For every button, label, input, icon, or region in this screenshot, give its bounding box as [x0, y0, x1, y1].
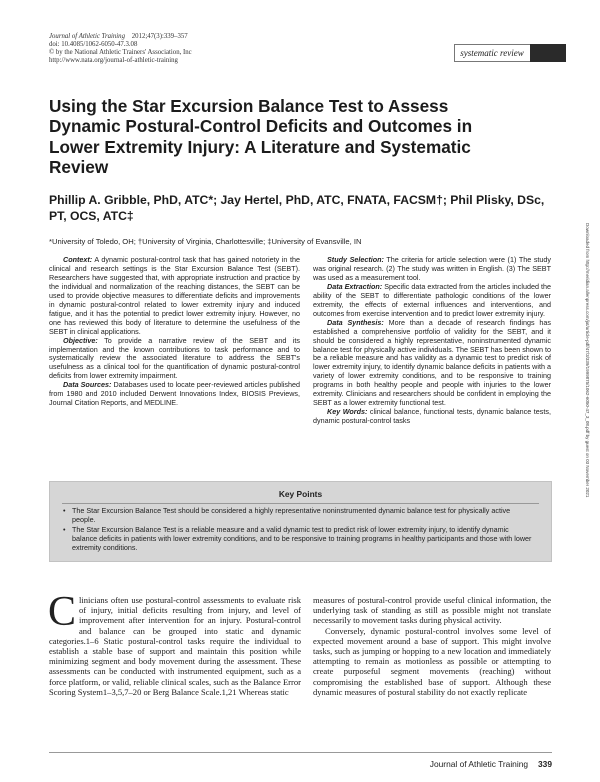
context-label: Context:	[63, 255, 93, 264]
keywords-label: Key Words:	[327, 407, 368, 417]
objective-text: To provide a narrative review of the SEBT and its implementation and the known contributions to task performance and to systematically review the associated literature to address the SEBT's usefulness as a clinical tool for the quantification of dynamic postural-control deficits from lower extremity impairment.	[49, 335, 300, 381]
sources-text: Databases used to locate peer-reviewed articles published from 1980 and 2010 included Derwent Innovations Index, BIOSIS Previews, Journal Citation Reports, and MEDLINE.	[49, 380, 301, 408]
journal-header-meta	[49, 33, 192, 65]
abstract-right-column	[313, 256, 551, 426]
body-left-column	[48, 589, 301, 697]
download-stamp-text: Downloaded from http://meridian.allenpress.com/jat/article-pdf/47/3/339/1999875/1062-6050-47_3_08.pdf by guest on 03 November 2021	[585, 223, 590, 498]
synthesis-label: Data Synthesis:	[327, 317, 384, 327]
key-point-item: • The Star Excursion Balance Test should be considered a highly representative noninstrumented dynamic balance test for physically active people.	[72, 507, 535, 525]
selection-text: The criteria for article selection were (1) The study was original research. (2) The study was written in English. (3) The SEBT was used as a measurement tool.	[313, 255, 551, 282]
extraction-label: Data Extraction:	[327, 281, 383, 291]
key-points-title: Key Points	[278, 489, 323, 499]
drop-cap: C	[48, 589, 77, 635]
abstract-extraction	[313, 283, 551, 319]
citation: 2012;47(3):339–357	[131, 33, 188, 40]
page-footer	[430, 759, 552, 769]
key-points-divider	[62, 503, 539, 504]
objective-label: Objective:	[63, 335, 98, 345]
journal-url[interactable]: http://www.nata.org/journal-of-athletic-training	[49, 57, 178, 64]
context-text: A dynamic postural-control task that has gained notoriety in the clinical and research settings is the Star Excursion Balance Test (SEBT). Researchers have suggested that, with appropriate instruction and practice by the individual and normalization of the reaching distances, the SEBT can be used to provide objective measures to differentiate deficits and improvements in dynamic postural-control related to lower extremity injury and induced fatigue, and it has the potential to predict lower extremity injury. However, no one has reviewed this body of literature to determine the usefulness of the SEBT in clinical applications.	[49, 255, 300, 336]
synthesis-text: More than a decade of research findings has established a comprehensive portfolio of validity for the SEBT, and it should be considered a highly representative, noninstrumented dynamic balance test for physically active individuals. The SEBT has been shown to be a reliable measure and has validity as a dynamic test to predict risk of lower extremity injury, to identify dynamic balance deficits in patients with a variety of lower extremity conditions, and to be responsive to training programs in both healthy people and people with injuries to the lower extremity. Clinicians and researchers should be confident in employing the SEBT as a lower extremity functional test.	[313, 317, 551, 408]
selection-label: Study Selection:	[327, 255, 384, 264]
extraction-text: Specific data extracted from the articles included the ability of the SEBT to differentiate pathologic conditions of the lower extremity, the effects of external influences and interventions, and outcomes from exercise intervention and to predict lower extremity injury.	[313, 281, 551, 318]
key-points-list	[50, 507, 551, 553]
journal-name: Journal of Athletic Training	[49, 33, 125, 40]
abstract-objective	[49, 337, 300, 382]
key-point-item: • The Star Excursion Balance Test is a reliable measure and a valid dynamic test to predict risk of lower extremity injury, to identify dynamic balance deficits in patients with lower extremity conditions, and to be responsive to training programs in healthy participants and those with lower extremity conditions.	[72, 526, 535, 553]
section-label	[454, 44, 566, 62]
copyright: © by the National Athletic Trainers' Association, Inc	[49, 49, 192, 56]
body-paragraph: measures of postural-control provide useful clinical information, the underlying task of standing as still as possible might not translate necessarily to movement tasks during physical activity.	[313, 595, 551, 626]
authors: Phillip A. Gribble, PhD, ATC*; Jay Hertel, PhD, ATC, FNATA, FACSM†; Phil Plisky, DSc, PT, OCS, ATC‡	[49, 193, 545, 223]
doi: doi: 10.4085/1062-6050-47.3.08	[49, 41, 138, 48]
abstract-sources	[49, 381, 300, 408]
body-paragraph: Conversely, dynamic postural-control involves some level of expected movement around a base of support. This might involve tasks, such as jumping or hopping to a new location and immediately attempting to remain as motionless as possible or attempting to create purposeful segment movements (reaching) without compromising the established base of support. Although these dynamic measures of postural stability do not exactly replicate	[313, 625, 551, 697]
article-title: Using the Star Excursion Balance Test to Assess Dynamic Postural-Control Deficits and Outcomes in Lower Extremity Injury: A Literature and Systematic Review	[49, 96, 473, 178]
page-number: 339	[538, 759, 552, 769]
abstract-selection	[313, 256, 551, 283]
keywords-text: clinical balance, functional tests, dynamic balance tests, dynamic postural-control tasks	[313, 407, 551, 426]
intro-text: linicians often use postural-control assessments to evaluate risk of injury, initial deficits resulting from injury, and level of improvement after intervention for an injury. Postural-control and balance can be grouped into static and dynamic categories.1–6 Static postural-control tasks require the individual to establish a stable base of support and maintain this position while minimizing segment and body movement during the assessment. These assessments can be conducted with instrumented equipment, such as a force platform, or valid, reliable clinical scales, such as the Balance Error Scoring System1–3,5,7–20 or Berg Balance Scale.1,21 Whereas static	[49, 595, 301, 697]
intro-paragraph	[48, 589, 301, 697]
abstract-keywords	[313, 408, 551, 426]
key-points-box	[49, 481, 552, 562]
abstract-context	[49, 256, 300, 337]
section-label-text: systematic review	[460, 48, 524, 58]
affiliations: *University of Toledo, OH; †University of Virginia, Charlottesville; ‡University of Evansville, IN	[49, 237, 362, 246]
abstract-synthesis	[313, 319, 551, 409]
abstract-left-column	[49, 256, 300, 408]
footer-journal: Journal of Athletic Training	[429, 759, 529, 769]
sources-label: Data Sources:	[63, 380, 112, 390]
body-right-column	[313, 595, 551, 697]
download-stamp	[582, 223, 592, 583]
footer-divider	[49, 752, 552, 753]
